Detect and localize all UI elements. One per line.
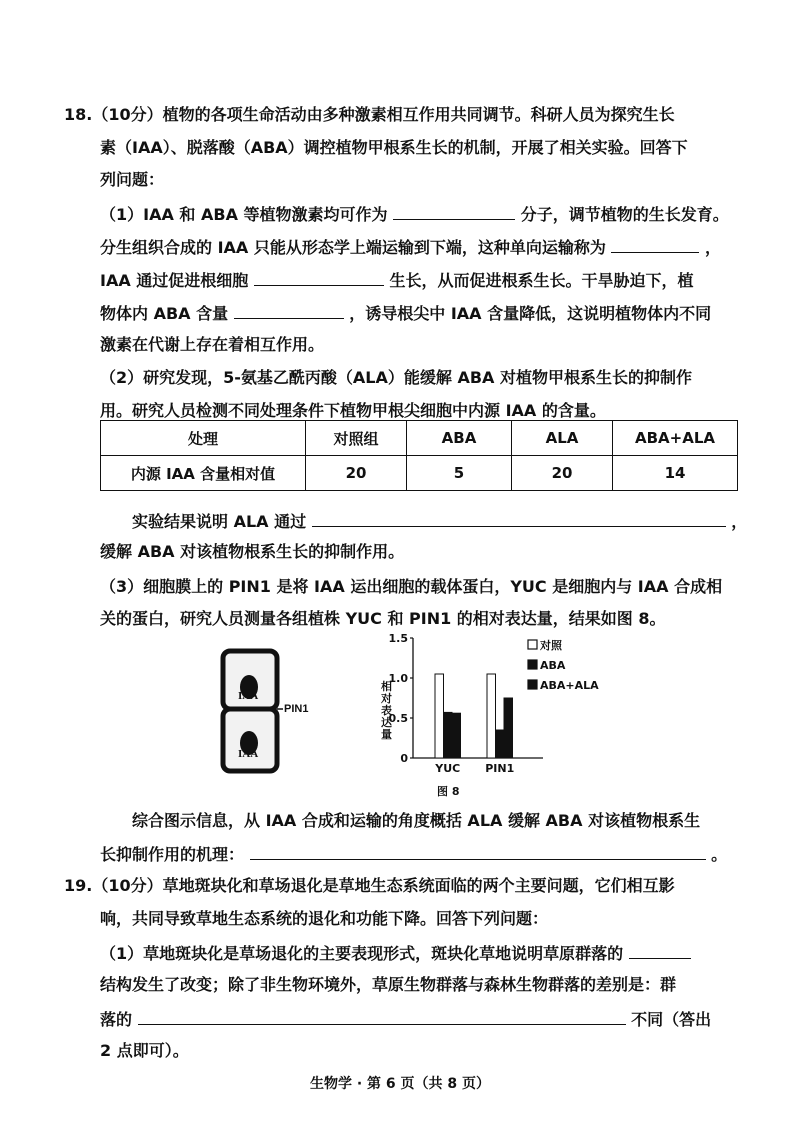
legend-label: ABA <box>540 659 566 672</box>
q18-p1 <box>100 203 729 225</box>
q18-p10: （3）细胞膜上的 PIN1 是将 IAA 运出细胞的载体蛋白，YUC 是细胞内与 IAA 合成相 <box>100 577 723 596</box>
q19-p3-text-a: 落的 <box>100 1010 133 1029</box>
q18-p8-text-a: 实验结果说明 ALA 通过 <box>132 512 307 531</box>
q18-p3-text-b: 生长，从而促进根系生长。干旱胁迫下，植 <box>389 271 694 290</box>
table-cell: 20 <box>512 456 613 491</box>
table-header-cell: 处理 <box>101 421 306 456</box>
q19-line-2: 响，共同导致草地生态系统的退化和功能下降。回答下列问题： <box>100 909 549 928</box>
table-cell: 5 <box>407 456 512 491</box>
y-tick-label: 0 <box>400 752 408 765</box>
q19-p2: 结构发生了改变；除了非生物环境外，草原生物群落与森林生物群落的差别是：群 <box>100 975 677 994</box>
legend-swatch <box>528 680 537 689</box>
table-header-cell: 对照组 <box>306 421 407 456</box>
bar-yuc-series-2 <box>452 713 461 758</box>
y-tick-label: 1.0 <box>388 672 408 685</box>
q18-p1-text-a: （1）IAA 和 ABA 等植物激素均可作为 <box>100 205 388 224</box>
q18-p2-text-b: ， <box>705 238 722 257</box>
q19-p4: 2 点即可）。 <box>100 1041 189 1060</box>
legend-swatch <box>528 660 537 669</box>
bar-pin1-series-1 <box>496 730 505 758</box>
answer-blank-2[interactable] <box>611 236 699 253</box>
legend-swatch <box>528 640 537 649</box>
q18-p13 <box>100 843 727 865</box>
q18-line-3: 列问题： <box>100 170 165 189</box>
q18-line-2: 素（IAA）、脱落酸（ABA）调控植物甲根系生长的机制，开展了相关实验。回答下 <box>100 138 688 157</box>
q18-p1-text-b: 分子，调节植物的生长发育。 <box>520 205 729 224</box>
bar-yuc-series-0 <box>435 674 444 758</box>
q18-p13-text-b: 。 <box>711 845 728 864</box>
cell-diagram <box>215 645 325 780</box>
bar-pin1-series-0 <box>487 674 496 758</box>
y-tick-label: 1.5 <box>388 632 408 645</box>
answer-blank-4[interactable] <box>234 302 344 319</box>
answer-blank-5[interactable] <box>312 510 726 527</box>
chart-title: 图 8 <box>437 785 460 798</box>
iaa-label-bottom: IAA <box>238 748 259 760</box>
pin1-label: PIN1 <box>284 703 309 715</box>
q19-p1-text-a: （1）草地斑块化是草场退化的主要表现形式，斑块化草地说明草原群落的 <box>100 944 624 963</box>
q19-p1 <box>100 942 691 964</box>
q18-p8-text-b: ， <box>731 512 748 531</box>
y-tick-label: 0.5 <box>388 712 408 725</box>
chart-y-axis-label: 相对表达量 <box>381 680 392 741</box>
answer-blank-1[interactable] <box>393 203 515 220</box>
table-cell: 内源 IAA 含量相对值 <box>101 456 306 491</box>
x-tick-label: YUC <box>435 762 461 775</box>
q18-p9: 缓解 ABA 对该植物根系生长的抑制作用。 <box>100 542 405 561</box>
q18-p3-text-a: IAA 通过促进根细胞 <box>100 271 249 290</box>
answer-blank-7[interactable] <box>629 942 691 959</box>
page-footer: 生物学 · 第 6 页（共 8 页） <box>309 1076 491 1092</box>
legend-label: ABA+ALA <box>540 679 599 692</box>
q18-p12: 综合图示信息，从 IAA 合成和运输的角度概括 ALA 缓解 ABA 对该植物根系生 <box>132 811 701 830</box>
table-header-cell: ABA+ALA <box>613 421 738 456</box>
table-header-cell: ABA <box>407 421 512 456</box>
answer-blank-6[interactable] <box>250 843 706 860</box>
q18-p2-text-a: 分生组织合成的 IAA 只能从形态学上端运输到下端，这种单向运输称为 <box>100 238 606 257</box>
bar-yuc-series-1 <box>444 712 453 758</box>
table-cell: 20 <box>306 456 407 491</box>
table-header-row <box>101 421 738 456</box>
q19-line-1: 19.（10分）草地斑块化和草场退化是草地生态系统面临的两个主要问题，它们相互影 <box>64 876 675 895</box>
table-header-cell: ALA <box>512 421 613 456</box>
q18-p11: 关的蛋白，研究人员测量各组植株 YUC 和 PIN1 的相对表达量，结果如图 8。 <box>100 609 666 628</box>
q18-p7: 用。研究人员检测不同处理条件下植物甲根尖细胞中内源 IAA 的含量。 <box>100 401 606 420</box>
figure-8-chart <box>365 628 615 803</box>
answer-blank-3[interactable] <box>254 269 384 286</box>
legend-label: 对照 <box>540 639 562 652</box>
q18-p5: 激素在代谢上存在着相互作用。 <box>100 335 325 354</box>
q18-p8 <box>132 510 747 532</box>
q18-line-1: 18.（10分）植物的各项生命活动由多种激素相互作用共同调节。科研人员为探究生长 <box>64 105 675 124</box>
q18-p2 <box>100 236 721 258</box>
q18-p4-text-b: ，诱导根尖中 IAA 含量降低，这说明植物体内不同 <box>349 304 712 323</box>
q18-p3 <box>100 269 693 291</box>
q18-p4 <box>100 302 711 324</box>
q19-p3 <box>100 1008 711 1030</box>
q19-p3-text-b: 不同（答出 <box>631 1010 712 1029</box>
x-tick-label: PIN1 <box>485 762 515 775</box>
iaa-label-top: IAA <box>238 690 259 702</box>
bar-pin1-series-2 <box>504 698 513 758</box>
q18-p4-text-a: 物体内 ABA 含量 <box>100 304 229 323</box>
table-row <box>101 456 738 491</box>
q18-p6: （2）研究发现，5-氨基乙酰丙酸（ALA）能缓解 ABA 对植物甲根系生长的抑制作 <box>100 368 692 387</box>
table-cell: 14 <box>613 456 738 491</box>
q18-p13-text-a: 长抑制作用的机理： <box>100 845 245 864</box>
answer-blank-8[interactable] <box>138 1008 626 1025</box>
iaa-content-table <box>100 420 738 491</box>
